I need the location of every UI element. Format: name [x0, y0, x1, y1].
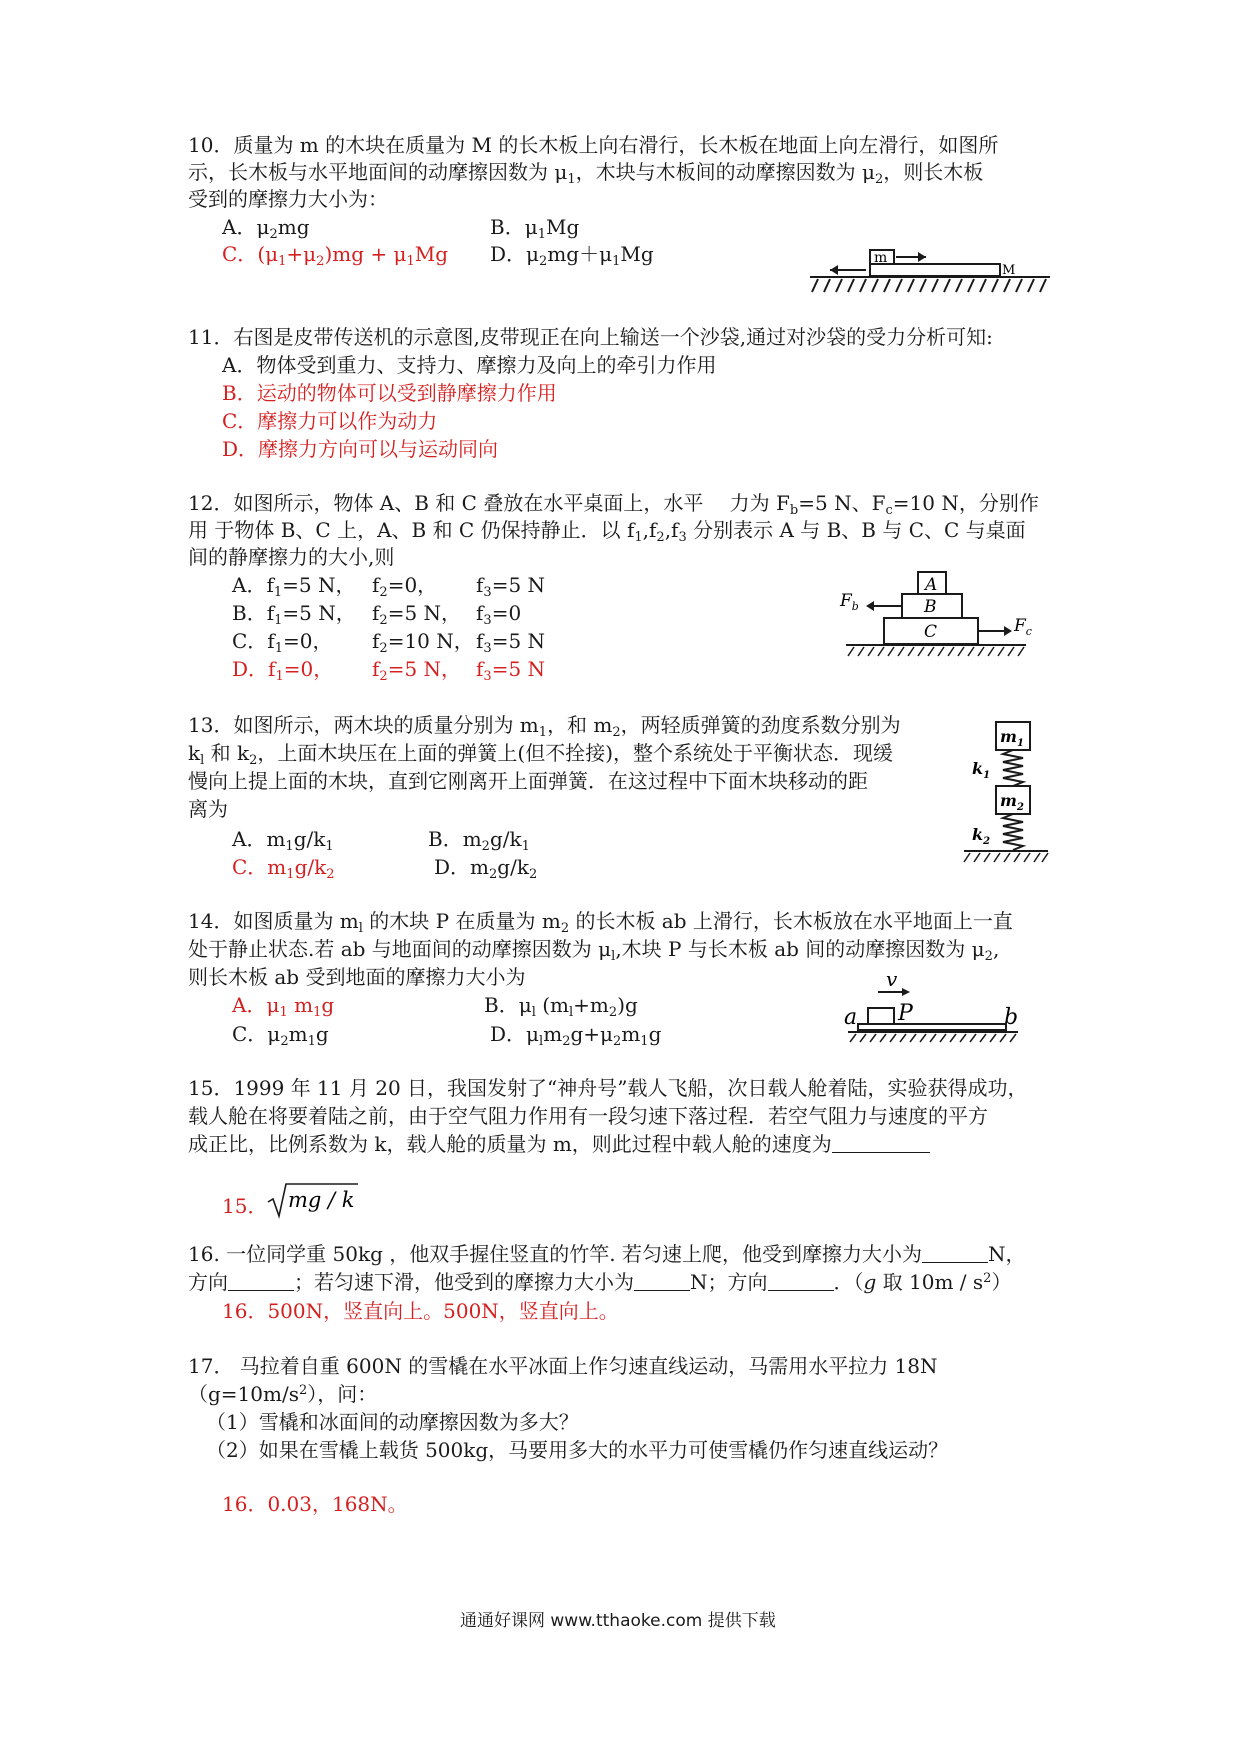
q14-stem-line2: 处于静止状态.若 ab 与地面间的动摩擦因数为 $\mu_l$,木块 P 与长木板 ab 间的动摩擦因数为 $\mu_2$, [188, 937, 1000, 964]
q17-stem-line1: 17． 马拉着自重 600N 的雪橇在水平冰面上作匀速直线运动，马需用水平拉力 18N [188, 1354, 938, 1378]
q13-stem-line2: $k_l$ 和 $k_2$，上面木块压在上面的弹簧上(但不拴接)，整个系统处于平衡状态．现缓 [188, 741, 894, 768]
q14-fig-P: P [898, 1001, 913, 1026]
q16-blank-4 [768, 1272, 834, 1291]
q10-stem-line3: 受到的摩擦力大小为： [188, 187, 388, 211]
q17-subquestion-2: （2）如果在雪橇上载货 500kg，马要用多大的水平力可使雪橇仍作匀速直线运动？ [206, 1438, 949, 1462]
q11-option-b: B．运动的物体可以受到静摩擦力作用 [222, 381, 557, 405]
page-footer: 通通好课网 www.tthaoke.com 提供下载 [460, 1611, 776, 1631]
q14-fig-b: b [1004, 1005, 1019, 1030]
q15-stem-line1: 15．1999 年 11 月 20 日，我国发射了“神舟号”载人飞船，次日载人舱着陆，实验获得成功， [188, 1076, 1028, 1100]
q16-stem-line2: 方向 ；若匀速下滑，他受到的摩擦力大小为 N；方向 ．（g 取 $10m / s^2$） [188, 1270, 1012, 1294]
q12-fig-C: C [924, 622, 938, 642]
q13-stem-line3: 慢向上提上面的木块，直到它刚离开上面弹簧．在这过程中下面木块移动的距 [188, 769, 868, 793]
q14-fig-v: v [886, 967, 898, 991]
q13-option-b: B．$m_2g/k_1$ [428, 827, 530, 854]
q15-stem-line2: 载人舱在将要着陆之前，由于空气阻力作用有一段匀速下落过程．若空气阻力与速度的平方 [188, 1104, 988, 1128]
q10-board-diagram [800, 236, 1060, 302]
q12-option-d: D．$f_1=0$， $f_2=5$ N， $f_3=5$ N [232, 657, 546, 684]
q12-stacked-blocks-diagram [836, 566, 1046, 670]
q16-stem-line1: 16. 一位同学重 50kg ，他双手握住竖直的竹竿. 若匀速上爬，他受到摩擦力大小为 N， [188, 1242, 1026, 1266]
q16-answer: 16．500N，竖直向上。500N，竖直向上。 [222, 1299, 619, 1323]
q15-answer-expr: mg / k [288, 1188, 355, 1212]
q16-blank-2 [228, 1272, 294, 1291]
q10-option-a: A．$\mu_2mg$ [222, 215, 310, 242]
q13-fig-m1: $m_1$ [1000, 727, 1024, 749]
q13-option-d: D．$m_2g/k_2$ [434, 855, 538, 882]
q16-blank-3 [634, 1272, 690, 1291]
q14-option-d: D．$\mu_lm_2g+\mu_2m_1g$ [490, 1022, 662, 1049]
q12-option-b: B．$f_1=5$ N， $f_2=5$ N， $f_3=0$ [232, 601, 522, 628]
q17-answer: 16．0.03，168N。 [222, 1492, 408, 1516]
q14-stem-line1: 14．如图质量为 $m_l$ 的木块 P 在质量为 $m_2$ 的长木板 ab 上滑行，长木板放在水平地面上一直 [188, 909, 1013, 936]
q15-answer-blank [832, 1134, 930, 1153]
q13-spring-blocks-diagram [960, 716, 1052, 874]
q15-stem-line3: 成正比，比例系数为 k，载人舱的质量为 m，则此过程中载人舱的速度为 [188, 1131, 930, 1158]
q12-fig-A: A [925, 575, 938, 595]
q11-option-d: D．摩擦力方向可以与运动同向 [222, 437, 499, 461]
q14-option-a: A．$\mu_1$ $m_1g$ [232, 993, 335, 1020]
q10-option-d: D．$\mu_2mg+\mu_1Mg$ [490, 242, 654, 269]
q12-option-a: A．$f_1=5$ N， $f_2=0$， $f_3=5$ N [232, 573, 546, 600]
q12-option-c: C．$f_1=0$， $f_2=10$ N， $f_3=5$ N [232, 629, 546, 656]
q11-stem: 11．右图是皮带传送机的示意图,皮带现正在向上输送一个沙袋,通过对沙袋的受力分析可知: [188, 325, 993, 349]
q10-option-c: C．$(\mu_1+\mu_2)mg + \mu_1Mg$ [222, 242, 449, 269]
q12-fig-Fb: $F_b$ [840, 591, 859, 613]
q13-fig-k2: $k_2$ [972, 825, 991, 847]
q11-option-a: A．物体受到重力、支持力、摩擦力及向上的牵引力作用 [222, 353, 717, 377]
q12-stem-line2: 用 于物体 B、C 上，A、B 和 C 仍保持静止．以 $f_1,f_2,f_3$ 分别表示 A 与 B、B 与 C、C 与桌面 [188, 518, 1026, 545]
q14-board-diagram [838, 966, 1028, 1046]
q14-option-c: C．$\mu_2m_1g$ [232, 1022, 329, 1049]
q10-fig-M-label: M [1002, 263, 1016, 278]
q10-fig-m-label: m [874, 250, 888, 266]
q13-option-c: C．$m_1g/k_2$ [232, 855, 335, 882]
q10-stem-line2: 示，长木板与水平地面间的动摩擦因数为 $\mu_1$，木块与木板间的动摩擦因数为 $\mu_2$，则长木板 [188, 160, 984, 187]
q10-option-b: B．$\mu_1Mg$ [490, 215, 580, 242]
q14-fig-a: a [844, 1005, 858, 1030]
q17-stem-line2: $(g=10m/s^2)$，问： [188, 1382, 378, 1406]
q14-option-b: B．$\mu_l$ $(m_l+m_2)g$ [484, 993, 638, 1020]
q10-stem-line1: 10．质量为 m 的木块在质量为 M 的长木板上向右滑行，长木板在地面上向左滑行，如图所 [188, 133, 999, 157]
q12-fig-B: B [924, 597, 937, 617]
q12-stem-line3: 间的静摩擦力的大小,则 [188, 545, 395, 569]
q13-stem-line4: 离为 [188, 797, 228, 821]
q13-stem-line1: 13．如图所示，两木块的质量分别为 $m_1$，和 $m_2$，两轻质弹簧的劲度系数分别为 [188, 713, 901, 740]
q13-fig-m2: $m_2$ [1000, 791, 1024, 813]
q12-stem-line1: 12．如图所示，物体 A、B 和 C 叠放在水平桌面上，水平 力为 $F_b=5$ N、$F_c=10$ N，分别作 [188, 491, 1039, 518]
q16-blank-1 [922, 1244, 988, 1263]
q13-fig-k1: $k_1$ [972, 759, 991, 781]
q17-subquestion-1: （1）雪橇和冰面间的动摩擦因数为多大？ [206, 1410, 579, 1434]
q15-answer-label: 15． [222, 1194, 268, 1218]
q12-fig-Fc: $F_c$ [1014, 616, 1032, 638]
q11-option-c: C．摩擦力可以作为动力 [222, 409, 438, 433]
q15-answer-sqrt [266, 1180, 362, 1220]
q14-stem-line3: 则长木板 ab 受到地面的摩擦力大小为 [188, 965, 526, 989]
q13-option-a: A．$m_1g/k_1$ [232, 827, 334, 854]
